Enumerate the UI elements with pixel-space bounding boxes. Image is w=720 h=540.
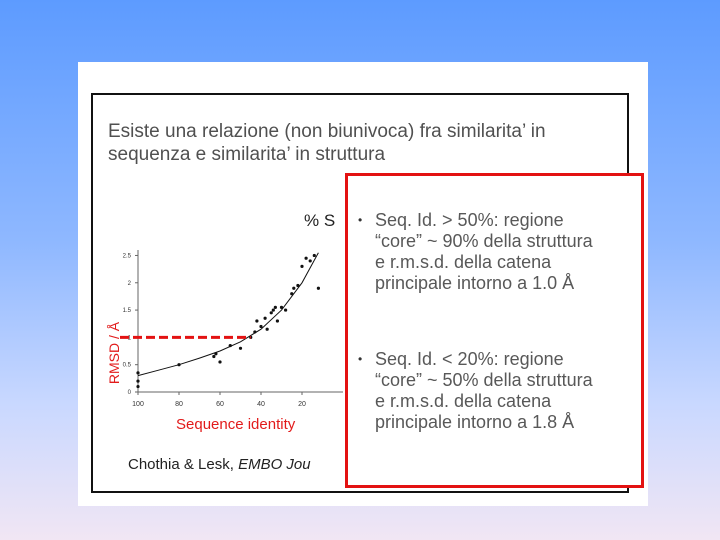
callout-line: “core” ~ 50% della struttura (375, 370, 593, 390)
callout-box (345, 173, 644, 488)
chart-x-axis-label: Sequence identity (176, 416, 296, 433)
citation (128, 456, 311, 473)
data-point (317, 287, 320, 290)
x-tick-label: 20 (298, 401, 306, 408)
data-point (272, 308, 275, 311)
y-tick-label: 0 (127, 390, 131, 396)
data-point (290, 292, 293, 295)
callout-line: principale intorno a 1.0 Å (375, 273, 575, 293)
data-point (253, 330, 256, 333)
data-point (136, 371, 139, 374)
citation-journal: EMBO Jou (238, 456, 311, 473)
data-point (212, 355, 215, 358)
data-point (214, 352, 217, 355)
data-point (296, 284, 299, 287)
callout-line: principale intorno a 1.8 Å (375, 412, 575, 432)
x-tick-label: 80 (175, 401, 183, 408)
data-point (300, 265, 303, 268)
data-point (292, 287, 295, 290)
data-point (255, 319, 258, 322)
callout-item-high-identity (348, 210, 644, 294)
callout-line: Seq. Id. < 20%: regione (375, 349, 564, 369)
x-tick-label: 100 (132, 401, 144, 408)
data-point (259, 325, 262, 328)
fit-curve (138, 253, 318, 376)
data-point (177, 363, 180, 366)
callout-line: e r.m.s.d. della catena (375, 252, 552, 272)
y-tick-label: 2 (127, 280, 131, 287)
citation-authors: Chothia & Lesk, (128, 456, 239, 473)
data-point (136, 385, 139, 388)
bullet-icon: • (358, 352, 363, 366)
y-tick-label: 0.5 (122, 362, 131, 369)
data-point (270, 311, 273, 314)
data-point (239, 347, 242, 350)
callout-line: “core” ~ 90% della struttura (375, 231, 593, 251)
data-point (229, 344, 232, 347)
callout-item-low-identity (348, 349, 644, 433)
callout-line: Seq. Id. > 50%: regione (375, 210, 564, 230)
data-point (264, 317, 267, 320)
y-tick-label: 1.5 (122, 308, 131, 315)
data-point (313, 254, 316, 257)
chart-y-axis-label: RMSD / Å (106, 321, 122, 385)
chart-title: % S (304, 211, 336, 230)
y-tick-label: 2.5 (122, 253, 131, 260)
data-point (284, 308, 287, 311)
slide-title: Esiste una relazione (non biunivoca) fra similarita’ in sequenza e similarita’ in struttura (108, 121, 546, 165)
data-point (280, 306, 283, 309)
data-point (309, 259, 312, 262)
data-point (136, 379, 139, 382)
data-point (305, 257, 308, 260)
data-point (218, 360, 221, 363)
data-point (266, 328, 269, 331)
x-tick-label: 60 (216, 401, 224, 408)
callout-line: e r.m.s.d. della catena (375, 391, 552, 411)
slide (78, 62, 648, 506)
data-point (274, 306, 277, 309)
bullet-icon: • (358, 213, 363, 227)
x-tick-label: 40 (257, 401, 265, 408)
chart-plot (118, 242, 348, 412)
y-tick-label: 1 (127, 335, 131, 342)
data-point (276, 319, 279, 322)
